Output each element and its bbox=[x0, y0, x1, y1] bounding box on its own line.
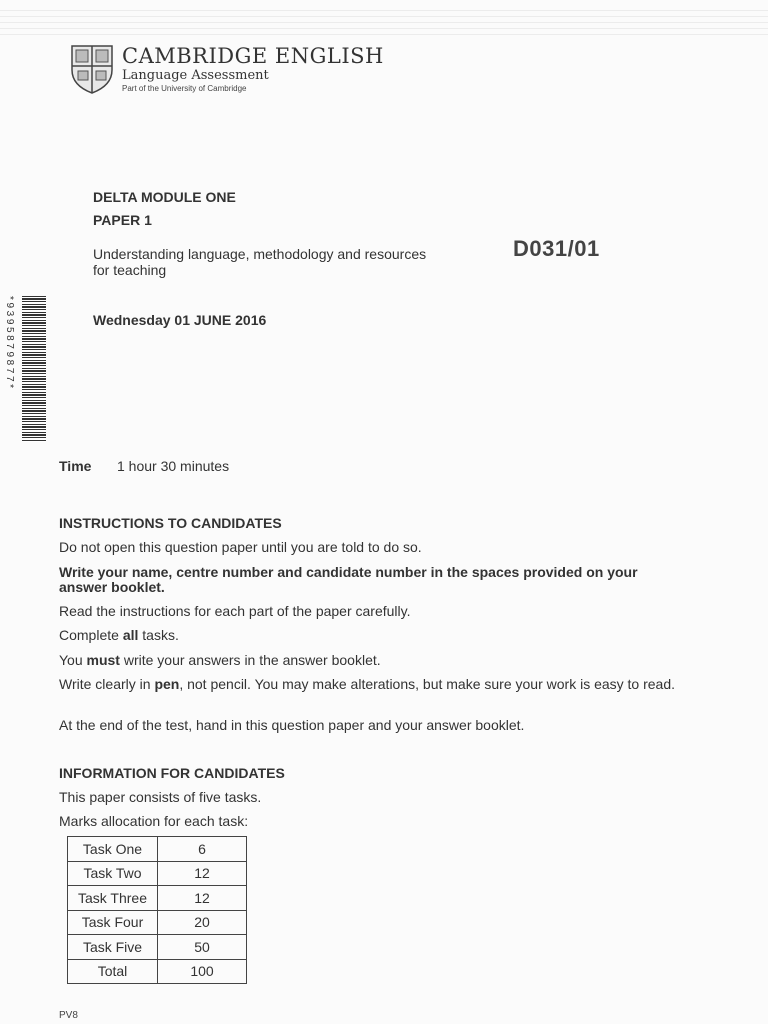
instruction-3: Read the instructions for each part of the paper carefully. bbox=[59, 603, 411, 619]
instruction-7: At the end of the test, hand in this question paper and your answer booklet. bbox=[59, 717, 525, 733]
module-title: DELTA MODULE ONE bbox=[93, 189, 236, 205]
brand-subtitle: Language Assessment bbox=[122, 68, 269, 83]
table-row: Task One 6 bbox=[68, 837, 247, 862]
marks-table bbox=[67, 836, 247, 984]
brand-part-line: Part of the University of Cambridge bbox=[122, 84, 247, 93]
university-crest-icon bbox=[70, 44, 114, 94]
barcode bbox=[22, 296, 46, 442]
instructions-heading: INSTRUCTIONS TO CANDIDATES bbox=[59, 515, 282, 531]
information-1: This paper consists of five tasks. bbox=[59, 789, 262, 805]
exam-date: Wednesday 01 JUNE 2016 bbox=[93, 312, 267, 328]
table-row: Total 100 bbox=[68, 959, 247, 984]
table-row: Task Four 20 bbox=[68, 910, 247, 935]
time-value: 1 hour 30 minutes bbox=[117, 458, 230, 474]
barcode-digits: *9395879877* bbox=[4, 296, 15, 391]
footer-code: PV8 bbox=[59, 1010, 78, 1021]
instruction-6: Write clearly in pen, not pencil. You may make alterations, but make sure your work is easy to read. bbox=[59, 676, 676, 692]
subject-line-1: Understanding language, methodology and resources bbox=[93, 246, 427, 262]
table-row: Task Three 12 bbox=[68, 886, 247, 911]
subject-title bbox=[93, 246, 426, 278]
instruction-5: You must write your answers in the answer booklet. bbox=[59, 652, 381, 668]
subject-line-2: for teaching bbox=[93, 262, 167, 278]
table-row: Task Two 12 bbox=[68, 861, 247, 886]
instruction-2: Write your name, centre number and candidate number in the spaces provided on your answer booklet. bbox=[59, 564, 638, 595]
scan-noise bbox=[0, 10, 768, 40]
table-row: Task Five 50 bbox=[68, 935, 247, 960]
time-label: Time bbox=[59, 458, 92, 474]
paper-number: PAPER 1 bbox=[93, 212, 152, 228]
instruction-4: Complete all tasks. bbox=[59, 627, 179, 643]
barcode-number bbox=[4, 296, 16, 442]
information-2: Marks allocation for each task: bbox=[59, 813, 249, 829]
information-heading: INFORMATION FOR CANDIDATES bbox=[59, 765, 285, 781]
paper-code: D031/01 bbox=[513, 236, 600, 261]
instruction-1: Do not open this question paper until you are told to do so. bbox=[59, 539, 422, 555]
brand-name: CAMBRIDGE ENGLISH bbox=[122, 44, 384, 68]
